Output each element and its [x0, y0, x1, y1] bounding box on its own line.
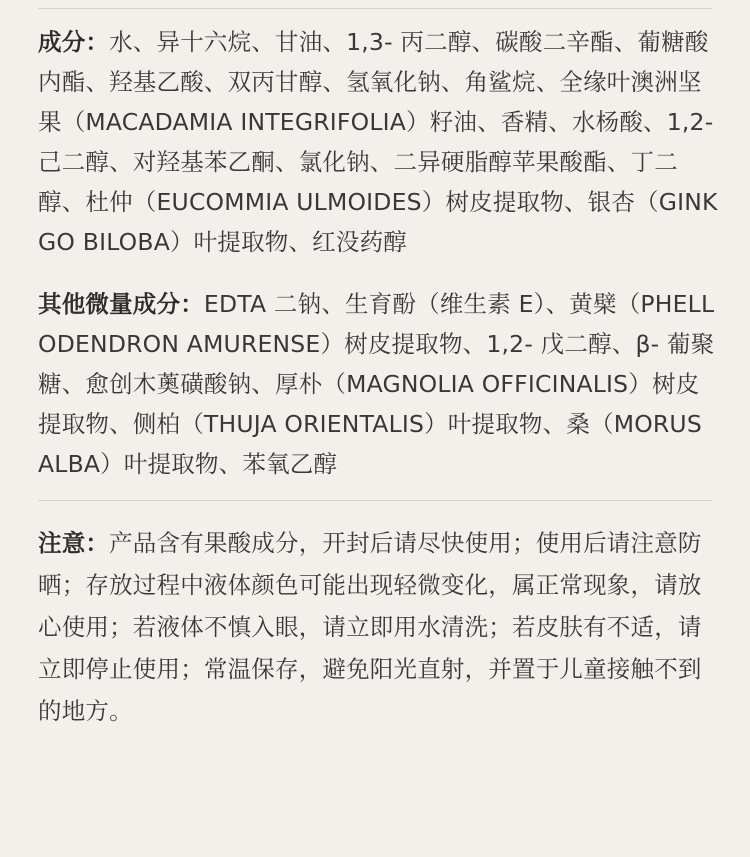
- section-divider: [38, 500, 712, 501]
- notice-label: 注意：: [38, 529, 110, 557]
- minor-ingredients-section: [38, 284, 718, 484]
- top-divider: [38, 8, 712, 9]
- ingredients-section: [38, 22, 718, 262]
- notice-section: [38, 522, 718, 732]
- notice-text: 产品含有果酸成分，开封后请尽快使用；使用后请注意防晒；存放过程中液体颜色可能出现轻微变化，属正常现象，请放心使用；若液体不慎入眼，请立即用水清洗；若皮肤有不适，请立即停止使用；常温保存，避免阳光直射，并置于儿童接触不到的地方。: [38, 529, 702, 725]
- minor-ingredients-label: 其他微量成分：: [38, 290, 204, 318]
- minor-ingredients-text: EDTA 二钠、生育酚（维生素 E）、黄檗（PHELLODENDRON AMURENSE）树皮提取物、1,2- 戊二醇、β- 葡聚糖、愈创木薁磺酸钠、厚朴（MAGNOLIA OFFICINALIS）树皮提取物、侧柏（THUJA ORIENTALIS）叶提取物、桑（MORUS ALBA）叶提取物、苯氧乙醇: [38, 290, 715, 478]
- ingredients-label: 成分：: [38, 28, 110, 56]
- ingredients-text: 水、异十六烷、甘油、1,3- 丙二醇、碳酸二辛酯、葡糖酸内酯、羟基乙酸、双丙甘醇、氢氧化钠、角鲨烷、全缘叶澳洲坚果（MACADAMIA INTEGRIFOLIA）籽油、香精、水杨酸、1,2- 己二醇、对羟基苯乙酮、氯化钠、二异硬脂醇苹果酸酯、丁二醇、杜仲（EUCOMMIA ULMOIDES）树皮提取物、银杏（GINKGO BILOBA）叶提取物、红没药醇: [38, 28, 718, 256]
